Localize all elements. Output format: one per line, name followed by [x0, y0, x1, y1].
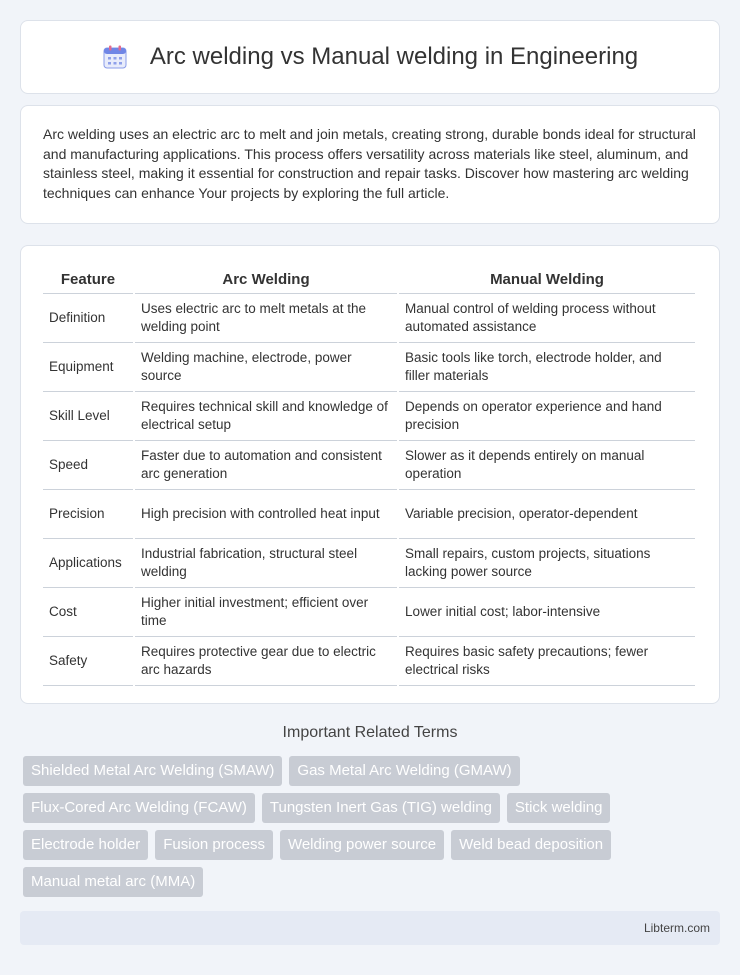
header-arc-welding: Arc Welding	[135, 266, 397, 294]
related-term-tag[interactable]: Manual metal arc (MMA)	[23, 867, 203, 897]
feature-cell: Skill Level	[43, 392, 133, 441]
table-row	[43, 588, 695, 637]
table-row	[43, 539, 695, 588]
table-row	[43, 392, 695, 441]
comparison-table-card	[20, 245, 720, 704]
arc-welding-cell: Industrial fabrication, structural steel welding	[135, 539, 397, 588]
feature-cell: Speed	[43, 441, 133, 490]
comparison-table	[41, 266, 697, 686]
related-term-tag[interactable]: Fusion process	[155, 830, 273, 860]
related-term-tag[interactable]: Flux-Cored Arc Welding (FCAW)	[23, 793, 255, 823]
related-term-tag[interactable]: Stick welding	[507, 793, 611, 823]
manual-welding-cell: Requires basic safety precautions; fewer electrical risks	[399, 637, 695, 686]
arc-welding-cell: Faster due to automation and consistent arc generation	[135, 441, 397, 490]
related-term-tag[interactable]: Weld bead deposition	[451, 830, 611, 860]
related-terms-title: Important Related Terms	[282, 724, 458, 741]
arc-welding-cell: Higher initial investment; efficient over time	[135, 588, 397, 637]
intro-text: Arc welding uses an electric arc to melt and join metals, creating strong, durable bonds ideal for structural and manufacturing applications. This process offers versatility across materials like steel, aluminum, and stainless steel, making it essential for construction and repair tasks. Discover how mastering arc welding techniques can enhance Your projects by exploring the full article.	[43, 126, 696, 201]
related-term-tag[interactable]: Electrode holder	[23, 830, 148, 860]
arc-welding-cell: Requires technical skill and knowledge of electrical setup	[135, 392, 397, 441]
feature-cell: Definition	[43, 294, 133, 343]
related-term-tag[interactable]: Gas Metal Arc Welding (GMAW)	[289, 756, 519, 786]
manual-welding-cell: Variable precision, operator-dependent	[399, 490, 695, 539]
feature-cell: Precision	[43, 490, 133, 539]
manual-welding-cell: Basic tools like torch, electrode holder, and filler materials	[399, 343, 695, 392]
feature-cell: Equipment	[43, 343, 133, 392]
page-title: Arc welding vs Manual welding in Engineering	[149, 43, 639, 70]
related-term-tag[interactable]: Welding power source	[280, 830, 444, 860]
feature-cell: Safety	[43, 637, 133, 686]
manual-welding-cell: Small repairs, custom projects, situations lacking power source	[399, 539, 695, 588]
header-manual-welding: Manual Welding	[399, 266, 695, 294]
arc-welding-cell: High precision with controlled heat input	[135, 490, 397, 539]
related-terms-list	[23, 756, 713, 897]
arc-welding-cell: Requires protective gear due to electric arc hazards	[135, 637, 397, 686]
table-header-row	[43, 266, 695, 294]
table-row	[43, 490, 695, 539]
header-card	[20, 20, 720, 94]
table-row	[43, 343, 695, 392]
feature-cell: Applications	[43, 539, 133, 588]
manual-welding-cell: Depends on operator experience and hand precision	[399, 392, 695, 441]
arc-welding-cell: Welding machine, electrode, power source	[135, 343, 397, 392]
related-term-tag[interactable]: Shielded Metal Arc Welding (SMAW)	[23, 756, 282, 786]
manual-welding-cell: Slower as it depends entirely on manual operation	[399, 441, 695, 490]
manual-welding-cell: Manual control of welding process without automated assistance	[399, 294, 695, 343]
related-term-tag[interactable]: Tungsten Inert Gas (TIG) welding	[262, 793, 500, 823]
table-row	[43, 637, 695, 686]
header-feature: Feature	[43, 266, 133, 294]
footer	[20, 911, 720, 945]
feature-cell: Cost	[43, 588, 133, 637]
calendar-icon	[102, 44, 128, 70]
table-row	[43, 294, 695, 343]
table-row	[43, 441, 695, 490]
manual-welding-cell: Lower initial cost; labor-intensive	[399, 588, 695, 637]
footer-brand[interactable]: Libterm.com	[643, 921, 710, 935]
intro-card	[20, 105, 720, 224]
arc-welding-cell: Uses electric arc to melt metals at the welding point	[135, 294, 397, 343]
